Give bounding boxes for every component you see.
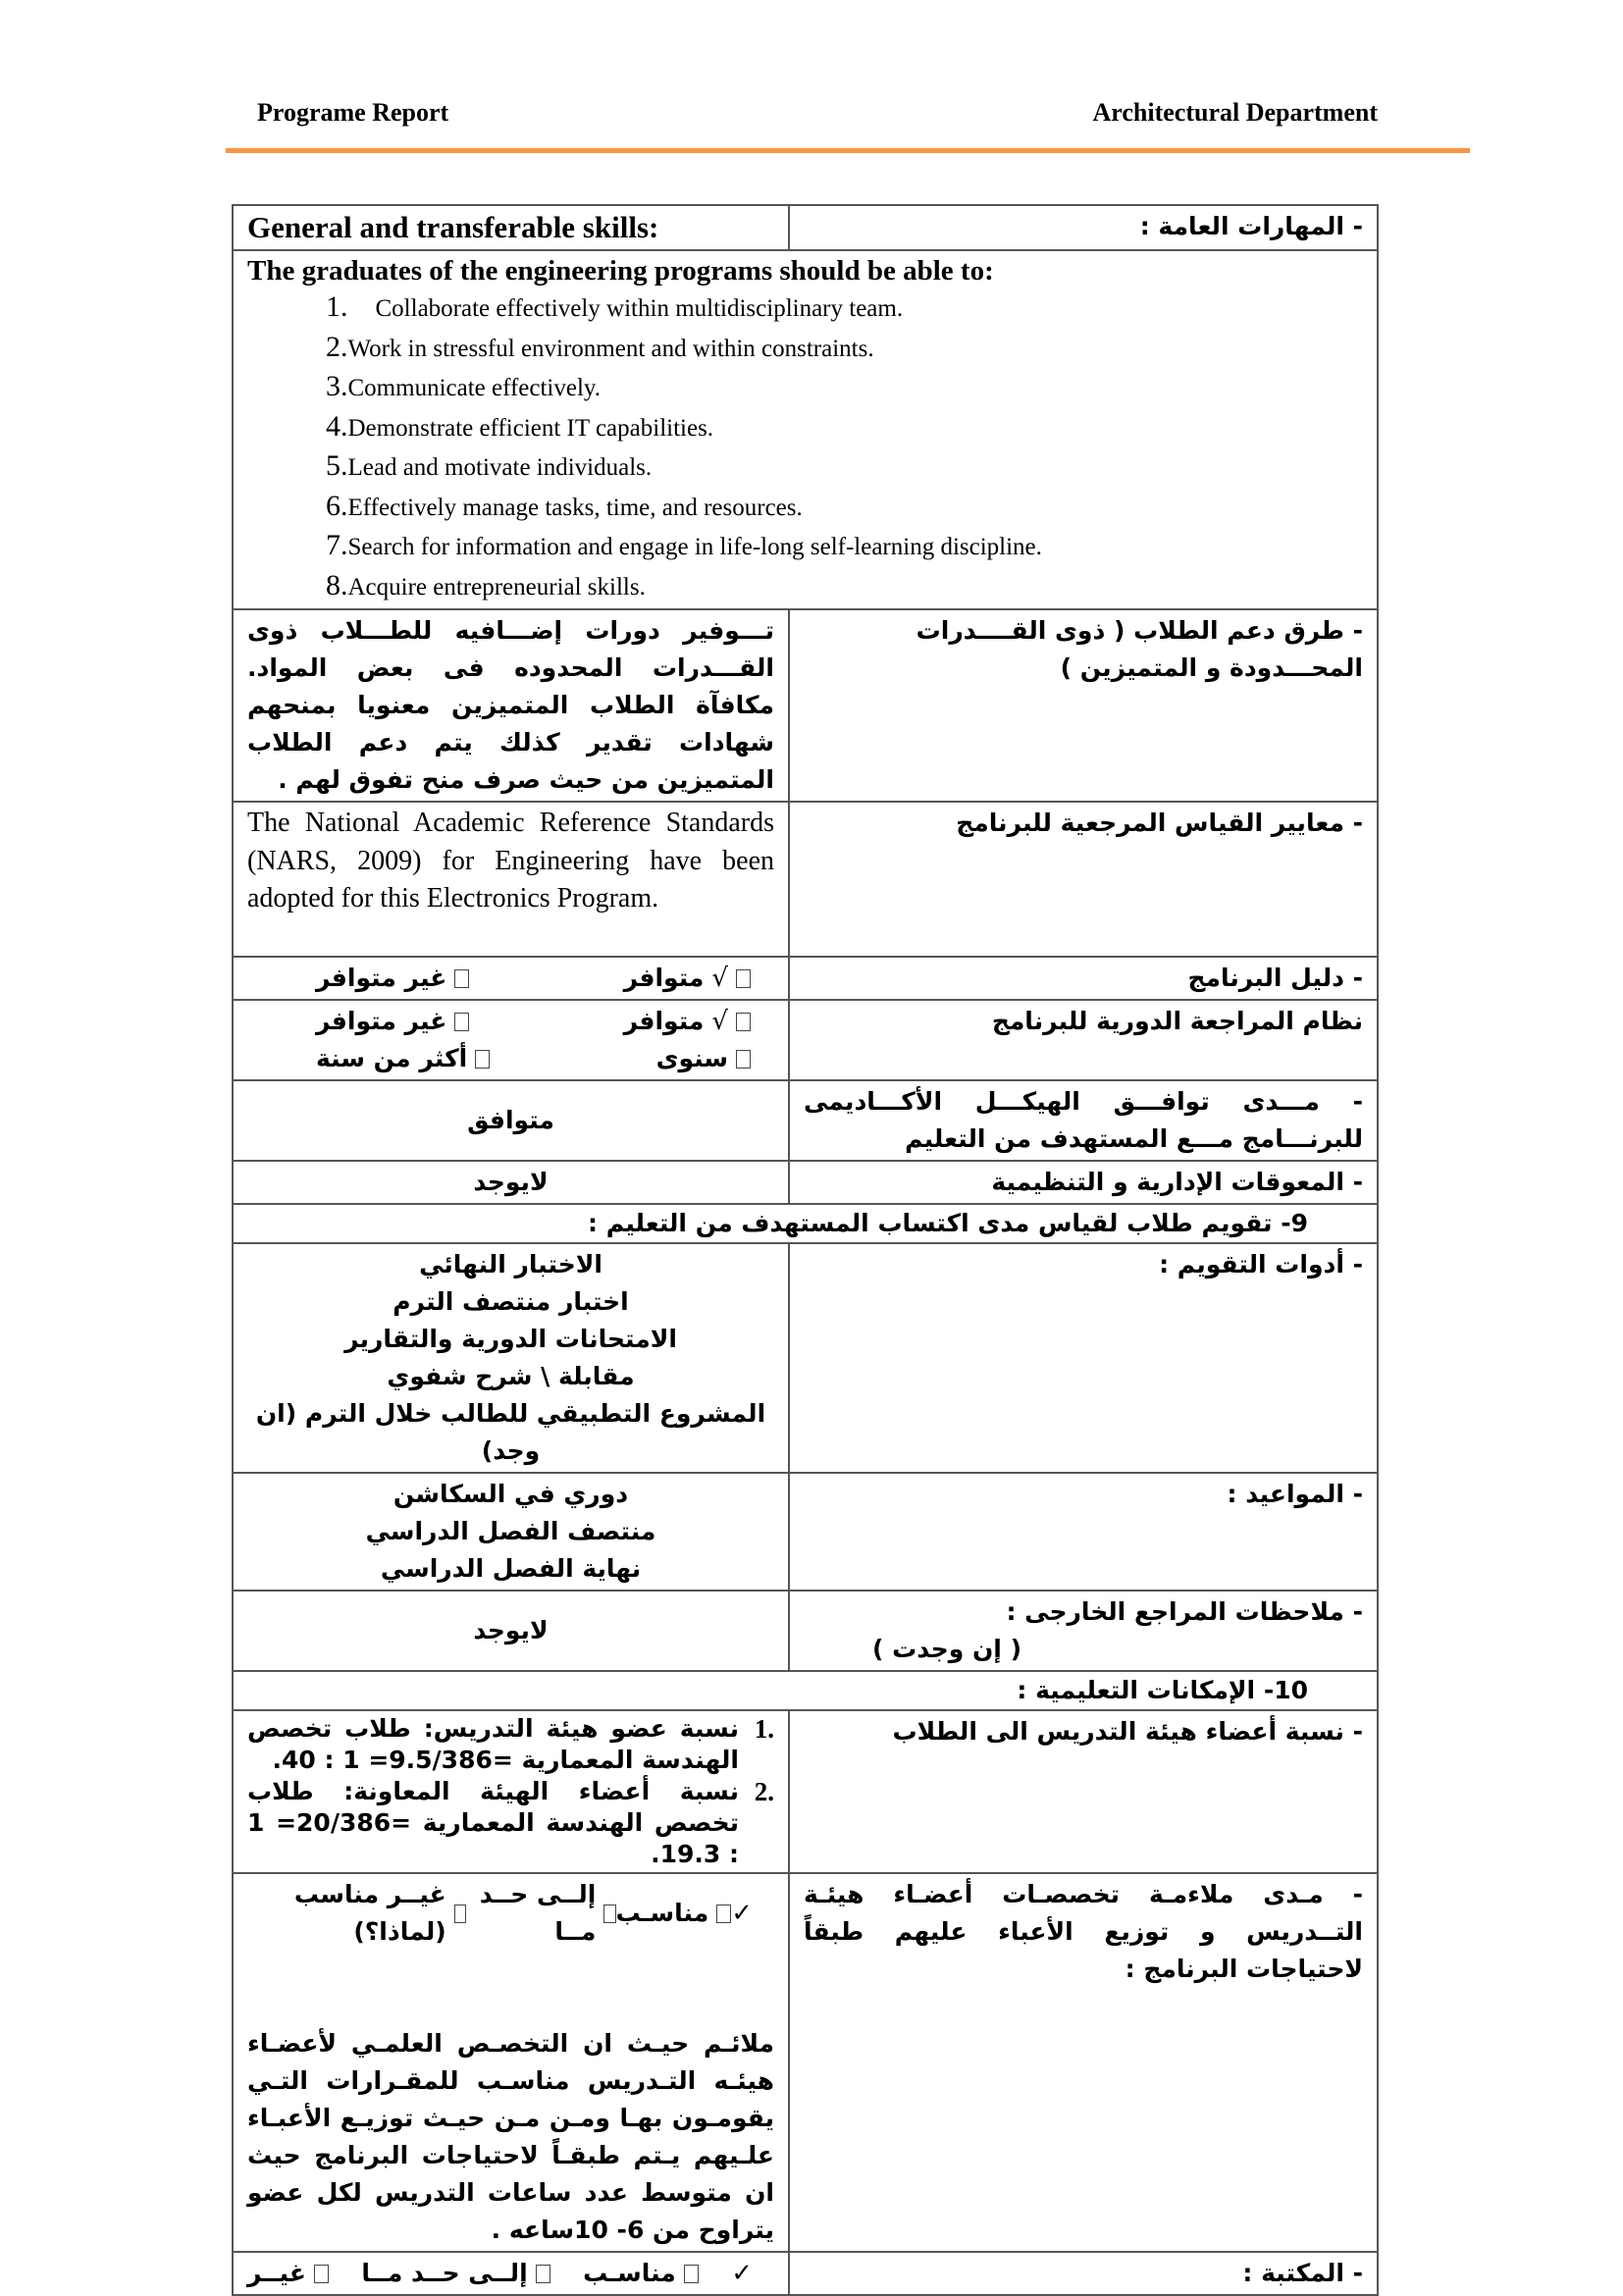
skill-number: 5. bbox=[326, 449, 348, 482]
option-label: مناسـب bbox=[615, 1899, 709, 1927]
checkbox-icon[interactable] bbox=[475, 1050, 490, 1069]
student-support-label: - طرق دعم الطلاب ( ذوى القــــدرات المحـــدودة و المتميزين ) bbox=[789, 609, 1378, 802]
skill-item bbox=[326, 368, 1363, 408]
library-row bbox=[233, 2252, 1378, 2295]
checkmark-icon: √ bbox=[711, 964, 728, 993]
external-reviewer-value: لايوجد bbox=[233, 1591, 789, 1671]
library-label: - المكتبة : bbox=[789, 2252, 1378, 2295]
option-label: غير متوافر bbox=[316, 1007, 447, 1035]
assessment-tool: الاختبار النهائي bbox=[419, 1250, 602, 1278]
assessment-tool: اختبار منتصف الترم bbox=[393, 1287, 629, 1316]
checkmark-icon: ✓ bbox=[731, 1899, 753, 1928]
option-label: غيــر مناسب (لماذا؟) bbox=[293, 1880, 446, 1946]
staff-suitability-label: - مـدى ملاءمـة تخصصـات أعضـاء هيئـة التــدريس و توزيع الأعباء عليهم طبقاً لاحتياجات البرنامج : bbox=[789, 1873, 1378, 2252]
skill-text: Search for information and engage in life-long self-learning discipline. bbox=[347, 534, 1042, 560]
skill-item bbox=[326, 329, 1363, 369]
skill-text: Effectively manage tasks, time, and resources. bbox=[347, 494, 803, 521]
staff-ratio-row bbox=[233, 1710, 1378, 1873]
option-label: متوافر bbox=[623, 1007, 705, 1035]
option-not-available[interactable] bbox=[316, 1003, 469, 1040]
ratio-item bbox=[247, 1713, 774, 1776]
skill-text: Demonstrate efficient IT capabilities. bbox=[347, 414, 714, 442]
skill-number: 8. bbox=[326, 568, 348, 601]
option-suitable[interactable] bbox=[583, 2255, 699, 2292]
skill-text: Communicate effectively. bbox=[347, 375, 602, 401]
dates-list bbox=[233, 1473, 789, 1591]
program-guide-options bbox=[233, 957, 789, 1000]
staff-ratio-label: - نسبة أعضاء هيئة التدريس الى الطلاب bbox=[789, 1710, 1378, 1873]
periodic-review-options bbox=[233, 1000, 789, 1080]
staff-suitability-reason: ملائـم حيـث ان التخصـص العلمـي لأعضـاء هيئـه التـدريس مناسـب للمقـرارات التـي يقومـون بهـا ومـن مـن حيـث توزيـع الأعبـاء علـيهم يـتم طبقـاً لاحتياجات البرنامج حيث ان متوسط عدد ساعات التدريس لكل عضو يتراوح من 6- 10ساعه . bbox=[247, 2029, 774, 2244]
external-reviewer-label: - ملاحظات المراجع الخارجى : bbox=[1006, 1597, 1363, 1626]
skill-item bbox=[326, 408, 1363, 448]
option-not-suitable[interactable] bbox=[247, 1876, 466, 1951]
checkmark-icon: √ bbox=[711, 1007, 728, 1036]
reference-standards-label: - معايير القياس المرجعية للبرنامج bbox=[789, 802, 1378, 957]
assessment-tool: مقابلة \ شرح شفوي bbox=[387, 1362, 635, 1390]
general-skills-title-en: General and transferable skills: bbox=[233, 205, 789, 250]
checkbox-icon[interactable] bbox=[536, 2265, 550, 2283]
obstacles-value: لايوجد bbox=[233, 1161, 789, 1204]
option-not[interactable] bbox=[247, 2255, 329, 2292]
skill-number: 1. bbox=[326, 290, 348, 323]
external-reviewer-sub: ( إن وجدت ) bbox=[872, 1635, 1021, 1663]
skill-number: 2. bbox=[326, 330, 348, 363]
ratio-text: نسبة عضو هيئة التدريس: طلاب تخصص الهندسة المعمارية =9.5/386= 1 : 40. bbox=[247, 1714, 739, 1774]
option-more-than-year[interactable] bbox=[316, 1040, 490, 1077]
general-skills-intro: The graduates of the engineering programs should be able to: bbox=[247, 255, 994, 287]
skill-item bbox=[326, 447, 1363, 488]
option-somewhat[interactable] bbox=[361, 2255, 550, 2292]
checkbox-icon[interactable] bbox=[716, 1905, 731, 1923]
option-annual[interactable] bbox=[656, 1040, 751, 1077]
skill-number: 4. bbox=[326, 409, 348, 443]
program-guide-row bbox=[233, 957, 1378, 1000]
option-label: إلــى حــد مــا bbox=[479, 1880, 597, 1946]
skill-text: Collaborate effectively within multidisciplinary team. bbox=[375, 295, 904, 322]
option-somewhat[interactable] bbox=[466, 1876, 616, 1951]
assessment-tools-row bbox=[233, 1243, 1378, 1473]
skill-text: Work in stressful environment and within constraints. bbox=[347, 335, 874, 362]
ratio-item bbox=[247, 1776, 774, 1870]
date-item: منتصف الفصل الدراسي bbox=[365, 1517, 656, 1545]
date-item: دوري في السكاشن bbox=[393, 1480, 629, 1508]
ratio-number: .2 bbox=[754, 1777, 774, 1806]
academic-structure-value: متوافق bbox=[233, 1080, 789, 1161]
program-report-table bbox=[232, 204, 1379, 2296]
date-item: نهاية الفصل الدراسي bbox=[380, 1554, 642, 1583]
section9-header-row bbox=[233, 1204, 1378, 1243]
checkbox-icon[interactable] bbox=[684, 2265, 699, 2283]
reference-standards-row bbox=[233, 802, 1378, 957]
periodic-review-row bbox=[233, 1000, 1378, 1080]
option-label: متوافر bbox=[623, 964, 705, 992]
ratio-number: .1 bbox=[754, 1714, 774, 1744]
option-label: إلــى حــد مــا bbox=[361, 2259, 528, 2287]
option-label: مناسـب bbox=[583, 2259, 676, 2287]
skill-text: Acquire entrepreneurial skills. bbox=[347, 573, 646, 600]
checkbox-icon[interactable] bbox=[736, 969, 751, 988]
academic-structure-row bbox=[233, 1080, 1378, 1161]
staff-suitability-row bbox=[233, 1873, 1378, 2252]
checkbox-icon[interactable] bbox=[603, 1905, 615, 1923]
section10-title: 10- الإمكانات التعليمية : bbox=[233, 1671, 1378, 1710]
assessment-tools-label: - أدوات التقويم : bbox=[789, 1243, 1378, 1473]
option-suitable[interactable] bbox=[616, 1895, 732, 1932]
skill-number: 3. bbox=[326, 370, 348, 402]
option-label: غير متوافر bbox=[316, 964, 447, 992]
obstacles-row bbox=[233, 1161, 1378, 1204]
skill-item bbox=[326, 288, 1363, 329]
dates-label: - المواعيد : bbox=[789, 1473, 1378, 1591]
staff-suitability-values bbox=[233, 1873, 789, 2252]
checkbox-icon[interactable] bbox=[454, 969, 469, 988]
external-reviewer-label-cell bbox=[789, 1591, 1378, 1671]
dates-row bbox=[233, 1473, 1378, 1591]
library-values bbox=[233, 2252, 789, 2295]
checkbox-icon[interactable] bbox=[454, 1013, 469, 1031]
assessment-tool: الامتحانات الدورية والتقارير bbox=[344, 1325, 677, 1353]
checkbox-icon[interactable] bbox=[736, 1013, 751, 1031]
header-left-title: Programe Report bbox=[257, 98, 449, 127]
option-label: أكثر من سنة bbox=[316, 1044, 468, 1072]
section10-header-row bbox=[233, 1671, 1378, 1710]
option-label: غيــر bbox=[247, 2259, 306, 2287]
checkbox-icon[interactable] bbox=[736, 1050, 751, 1069]
assessment-tool: المشروع التطبيقي للطالب خلال الترم (ان وجد) bbox=[255, 1399, 766, 1465]
program-guide-label: - دليل البرنامج bbox=[789, 957, 1378, 1000]
skill-number: 6. bbox=[326, 489, 348, 522]
option-available[interactable] bbox=[624, 960, 751, 997]
general-skills-list-row bbox=[233, 250, 1378, 609]
assessment-tools-list bbox=[233, 1243, 789, 1473]
ratio-text: نسبة أعضاء الهيئة المعاونة: طلاب تخصص الهندسة المعمارية =20/386= 1 : 19.3. bbox=[247, 1777, 739, 1868]
general-skills-title-ar: - المهارات العامة : bbox=[789, 205, 1378, 250]
student-support-row bbox=[233, 609, 1378, 802]
skills-list bbox=[247, 288, 1363, 606]
obstacles-label: - المعوقات الإدارية و التنظيمية bbox=[789, 1161, 1378, 1204]
reference-standards-value: The National Academic Reference Standards (NARS, 2009) for Engineering have been adopted for this Electronics Program. bbox=[233, 802, 789, 957]
checkbox-icon[interactable] bbox=[314, 2265, 329, 2283]
option-not-available[interactable] bbox=[316, 960, 469, 997]
header-right-title: Architectural Department bbox=[1092, 98, 1378, 127]
skill-number: 7. bbox=[326, 529, 348, 561]
skill-item bbox=[326, 527, 1363, 567]
header-divider bbox=[226, 148, 1470, 153]
skill-text: Lead and motivate individuals. bbox=[347, 454, 653, 481]
general-skills-header-row bbox=[233, 205, 1378, 250]
option-available[interactable] bbox=[624, 1003, 751, 1040]
skill-item bbox=[326, 488, 1363, 528]
periodic-review-label: نظام المراجعة الدورية للبرنامج bbox=[789, 1000, 1378, 1080]
section9-title: 9- تقويم طلاب لقياس مدى اكتساب المستهدف من التعليم : bbox=[233, 1204, 1378, 1243]
external-reviewer-row bbox=[233, 1591, 1378, 1671]
academic-structure-label: - مـــدى توافـــق الهيكـــل الأكـــاديمى للبرنـــامج مـــع المستهدف من التعليم bbox=[789, 1080, 1378, 1161]
staff-ratio-values bbox=[233, 1710, 789, 1873]
student-support-value: تـــوفير دورات إضـــافيه للطـــلاب ذوى القـــدرات المحدوده فى بعض المواد. مكافآة الطلاب المتميزين معنويا بمنحهم شهادات تقدير كذلك يتم دعم الطلاب المتميزين من حيث صرف منح تفوق لهم . bbox=[233, 609, 789, 802]
checkbox-icon[interactable] bbox=[454, 1905, 466, 1923]
general-skills-cell bbox=[233, 250, 1378, 609]
skill-item bbox=[326, 567, 1363, 607]
option-label: سنوى bbox=[655, 1044, 728, 1072]
checkmark-icon: ✓ bbox=[731, 2259, 753, 2288]
